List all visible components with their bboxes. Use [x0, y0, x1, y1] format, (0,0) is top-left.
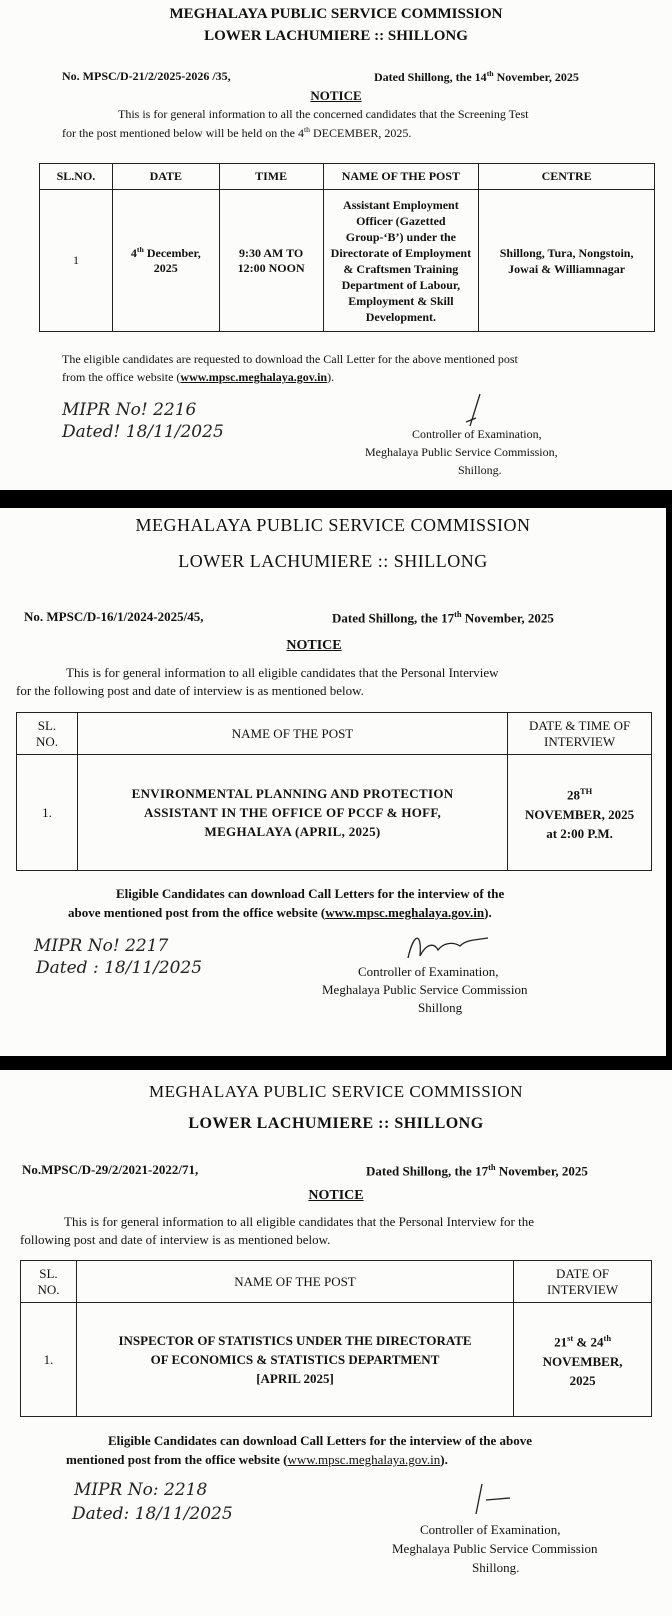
dated-line: Dated Shillong, the 17th November, 2025: [366, 1162, 588, 1179]
row-date: 28TH NOVEMBER, 2025 at 2:00 P.M.: [508, 755, 652, 871]
intro-line-1: This is for general information to all eligible candidates that the Personal Interview for the: [64, 1214, 535, 1229]
footer-line-1: Eligible Candidates can download Call Letters for the interview of the above: [108, 1433, 533, 1448]
row-post: Assistant Employment Officer (Gazetted Group-‘B’) under the Directorate of Employment & Craftsmen Training Department of Labour, Employment & Skill Development.: [323, 190, 479, 332]
header-centre: CENTRE: [479, 164, 655, 190]
row-date: 21st & 24th NOVEMBER, 2025: [514, 1303, 652, 1417]
table-header-row: [17, 713, 652, 755]
org-place: LOWER LACHUMIERE :: SHILLONG: [188, 1115, 484, 1132]
intro-line-1: This is for general information to all the concerned candidates that the Screening Test: [118, 107, 529, 121]
footer-line-1: The eligible candidates are requested to download the Call Letter for the above mentioned post: [62, 352, 518, 366]
footer-line-2: from the office website (www.mpsc.meghalaya.gov.in).: [62, 370, 335, 384]
handwritten-date: Dated: 18/11/2025: [72, 1504, 233, 1524]
signatory-place: Shillong.: [458, 463, 502, 477]
reference-number: No. MPSC/D-21/2/2025-2026 /35,: [62, 69, 231, 83]
signatory-place: Shillong: [418, 1000, 463, 1015]
handwritten-date: Dated : 18/11/2025: [36, 958, 203, 978]
org-title: MEGHALAYA PUBLIC SERVICE COMMISSION: [149, 1082, 523, 1101]
row-time: 9:30 AM TO 12:00 NOON: [219, 190, 323, 332]
intro-line-2: for the post mentioned below will be held on the 4th DECEMBER, 2025.: [62, 125, 412, 140]
signatory-place: Shillong.: [472, 1560, 520, 1575]
signature-mark: [452, 392, 492, 432]
row-post: INSPECTOR OF STATISTICS UNDER THE DIRECTORATE OF ECONOMICS & STATISTICS DEPARTMENT [APRIL 2025]: [76, 1303, 513, 1417]
handwritten-mipr: MIPR No: 2218: [74, 1480, 208, 1500]
signatory-title: Controller of Examination,: [412, 427, 542, 441]
header-date: DATE OF INTERVIEW: [514, 1261, 652, 1303]
schedule-table: [39, 163, 655, 332]
footer-line-1: Eligible Candidates can download Call Letters for the interview of the: [116, 886, 505, 901]
org-place: LOWER LACHUMIERE :: SHILLONG: [204, 28, 468, 44]
row-date: 4th December, 2025: [112, 190, 219, 332]
signatory-org: Meghalaya Public Service Commission: [392, 1541, 598, 1556]
notice-heading: NOTICE: [308, 1188, 364, 1203]
table-header-row: [40, 164, 655, 190]
interview-table: [20, 1260, 652, 1417]
org-title: MEGHALAYA PUBLIC SERVICE COMMISSION: [169, 6, 503, 22]
header-date: DATE: [112, 164, 219, 190]
notice-3: [0, 1070, 672, 1616]
dated-line: Dated Shillong, the 17th November, 2025: [332, 609, 554, 626]
header-time: TIME: [219, 164, 323, 190]
website-link[interactable]: www.mpsc.meghalaya.gov.in: [287, 1452, 441, 1467]
handwritten-mipr: MIPR No! 2216: [62, 400, 197, 420]
header-post: NAME OF THE POST: [76, 1261, 513, 1303]
reference-number: No.MPSC/D-29/2/2021-2022/71,: [22, 1162, 199, 1177]
header-post: NAME OF THE POST: [323, 164, 479, 190]
header-sl: SL.NO.: [40, 164, 113, 190]
website-link[interactable]: www.mpsc.meghalaya.gov.in: [325, 905, 485, 920]
signatory-title: Controller of Examination,: [358, 964, 499, 979]
header-sl: SL. NO.: [17, 713, 78, 755]
notice-2: [0, 508, 666, 1056]
header-date: DATE & TIME OF INTERVIEW: [508, 713, 652, 755]
notice-heading: NOTICE: [310, 88, 362, 103]
row-sl: 1.: [17, 755, 78, 871]
header-post: NAME OF THE POST: [77, 713, 507, 755]
notice-1: [0, 0, 672, 490]
org-title: MEGHALAYA PUBLIC SERVICE COMMISSION: [135, 515, 531, 535]
dated-line: Dated Shillong, the 14th November, 2025: [374, 69, 579, 84]
footer-line-2: above mentioned post from the office website (www.mpsc.meghalaya.gov.in).: [68, 905, 492, 920]
table-header-row: [21, 1261, 652, 1303]
signatory-org: Meghalaya Public Service Commission,: [365, 445, 558, 459]
reference-number: No. MPSC/D-16/1/2024-2025/45,: [24, 609, 204, 624]
header-sl: SL. NO.: [21, 1261, 77, 1303]
intro-line-2: for the following post and date of interview is as mentioned below.: [16, 683, 364, 698]
handwritten-date: Dated! 18/11/2025: [62, 422, 224, 442]
row-sl: 1: [40, 190, 113, 332]
table-row: [17, 755, 652, 871]
org-place: LOWER LACHUMIERE :: SHILLONG: [178, 551, 488, 571]
signatory-title: Controller of Examination,: [420, 1522, 561, 1537]
signatory-org: Meghalaya Public Service Commission: [322, 982, 528, 997]
table-row: [40, 190, 655, 332]
intro-line-2: following post and date of interview is as mentioned below.: [20, 1232, 331, 1247]
table-row: [21, 1303, 652, 1417]
footer-line-2: mentioned post from the office website (www.mpsc.meghalaya.gov.in).: [66, 1452, 448, 1467]
row-post: ENVIRONMENTAL PLANNING AND PROTECTION ASSISTANT IN THE OFFICE OF PCCF & HOFF, MEGHALAYA (APRIL, 2025): [77, 755, 507, 871]
interview-table: [16, 712, 652, 871]
intro-line-1: This is for general information to all eligible candidates that the Personal Interview: [66, 665, 499, 680]
signature-mark: [470, 1480, 520, 1520]
website-link[interactable]: www.mpsc.meghalaya.gov.in: [180, 370, 328, 384]
notice-heading: NOTICE: [286, 638, 342, 653]
row-sl: 1.: [21, 1303, 77, 1417]
signature-mark: [404, 928, 494, 964]
handwritten-mipr: MIPR No! 2217: [34, 936, 169, 956]
row-centre: Shillong, Tura, Nongstoin, Jowai & Williamnagar: [479, 190, 655, 332]
